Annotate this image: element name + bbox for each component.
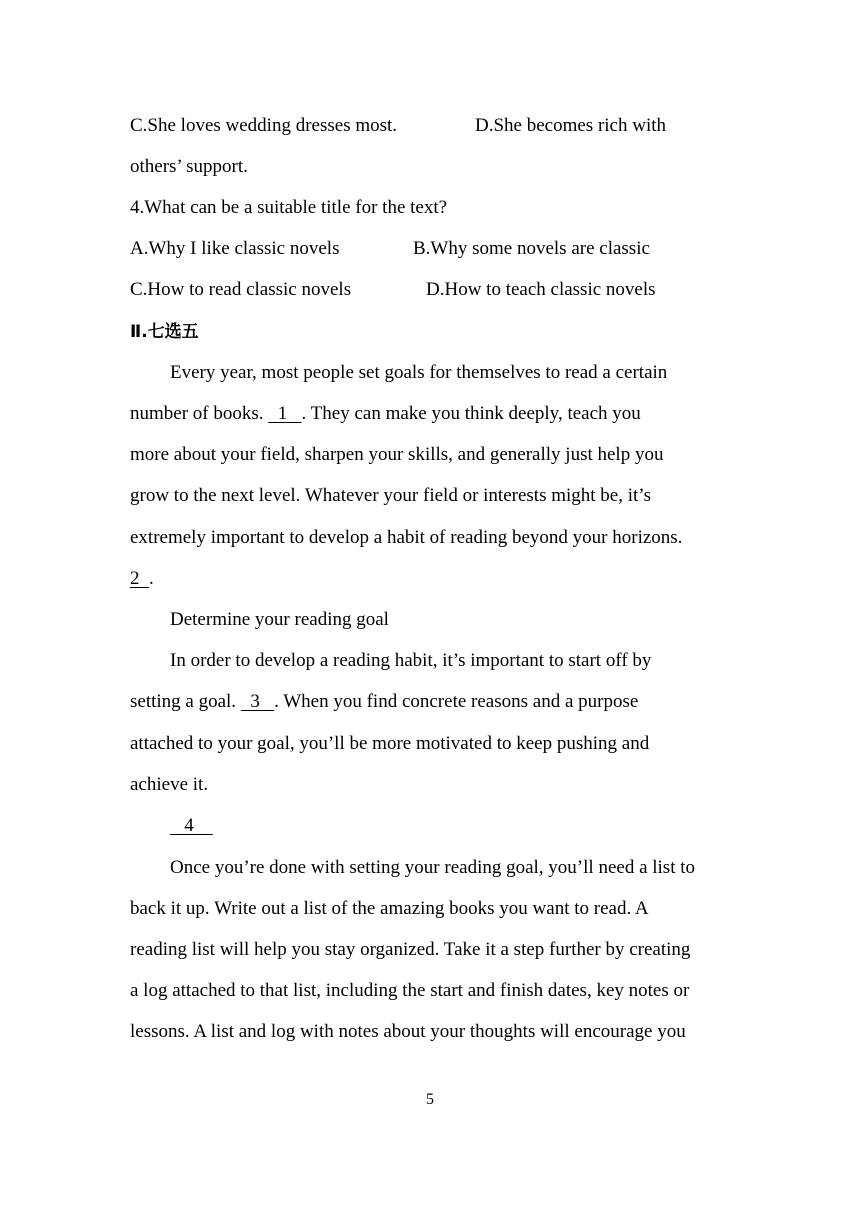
passage-line [130, 690, 638, 714]
passage-line: attached to your goal, you’ll be more motivated to keep pushing and [130, 733, 650, 754]
blank-2[interactable]: 2 [130, 568, 149, 589]
passage-line: Every year, most people set goals for themselves to read a certain [170, 362, 668, 383]
passage-line [130, 402, 641, 426]
passage-line: lessons. A list and log with notes about your thoughts will encourage you [130, 1021, 686, 1042]
passage-line: more about your field, sharpen your skills, and generally just help you [130, 444, 664, 465]
passage-line [170, 814, 213, 838]
passage-text: number of books. [130, 403, 269, 424]
q4-option-b[interactable]: B.Why some novels are classic [413, 238, 650, 259]
q3-option-c[interactable]: C.She loves wedding dresses most. [130, 115, 398, 136]
passage-text: . [149, 568, 154, 589]
blank-3[interactable]: 3 [240, 691, 275, 712]
subheading: Determine your reading goal [170, 609, 389, 630]
section-title: Ⅱ.七选五 [130, 322, 199, 342]
passage-line: Once you’re done with setting your reading goal, you’ll need a list to [170, 857, 696, 878]
q4-option-d[interactable]: D.How to teach classic novels [426, 279, 656, 300]
q4-options-row-1 [130, 237, 650, 261]
page-number: 5 [426, 1091, 434, 1108]
passage-line: a log attached to that list, including the start and finish dates, key notes or [130, 980, 690, 1001]
passage-text: . When you find concrete reasons and a purpose [274, 691, 639, 712]
passage-line: In order to develop a reading habit, it’s important to start off by [170, 650, 652, 671]
q4-stem: 4.What can be a suitable title for the text? [130, 197, 448, 218]
passage-line: back it up. Write out a list of the amazing books you want to read. A [130, 898, 649, 919]
q4-option-c[interactable]: C.How to read classic novels [130, 279, 352, 300]
passage-line: grow to the next level. Whatever your field or interests might be, it’s [130, 485, 651, 506]
passage-line [130, 567, 154, 591]
blank-4[interactable]: 4 [170, 815, 213, 836]
blank-1[interactable]: 1 [268, 403, 302, 424]
q3-option-d[interactable]: D.She becomes rich with [475, 115, 667, 136]
q4-options-row-2 [130, 278, 656, 302]
passage-line: extremely important to develop a habit of reading beyond your horizons. [130, 527, 683, 548]
passage-text: setting a goal. [130, 691, 241, 712]
q4-option-a[interactable]: A.Why I like classic novels [130, 238, 340, 259]
q3-option-d-continued: others’ support. [130, 156, 248, 177]
passage-text: . They can make you think deeply, teach you [301, 403, 641, 424]
passage-line: achieve it. [130, 774, 209, 795]
passage-line: reading list will help you stay organized. Take it a step further by creating [130, 939, 691, 960]
q3-options-row [130, 114, 667, 138]
